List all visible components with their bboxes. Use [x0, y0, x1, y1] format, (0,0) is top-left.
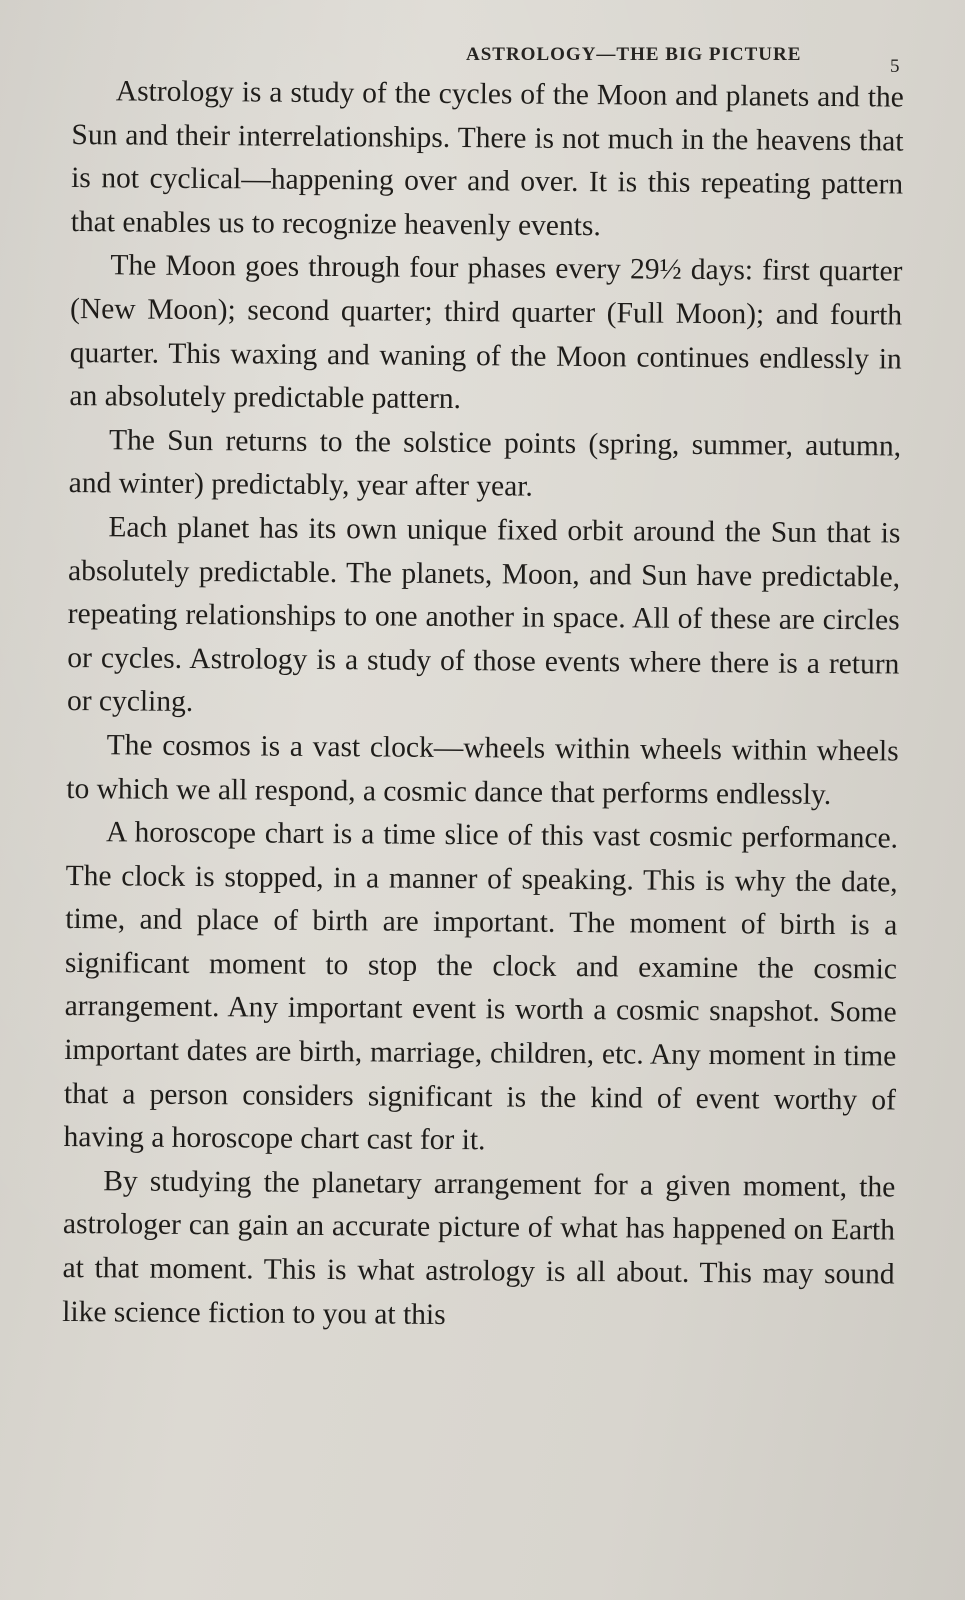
page-number: 5 [890, 56, 901, 77]
paragraph-sun-solstice: The Sun returns to the solstice points (spring, summer, autumn, and winter) predictably, year after year. [68, 424, 902, 503]
running-head: ASTROLOGY—THE BIG PICTURE [466, 44, 802, 65]
paragraph-astrology-cycles: Astrology is a study of the cycles of the Moon and planets and the Sun and their interrelationships. There is not much in the heavens that is not cyclical—happening over and over. It is this repeating pattern that enables us to recognize heavenly events. [70, 75, 904, 242]
paragraph-planet-orbits: Each planet has its own unique fixed orbit around the Sun that is absolutely predictable. The planets, Moon, and Sun have predictable, repeating relationships to one another in space. All of these are circles or cycles. Astrology is a study of those events where there is a return or cycling. [66, 511, 901, 719]
page-header [466, 44, 906, 77]
paragraph-moon-phases: The Moon goes through four phases every 29½ days: first quarter (New Moon); second quarter; third quarter (Full Moon); and fourth quarter. This waxing and waning of the Moon continues endlessly in an absolutely predictable pattern. [69, 249, 903, 416]
paragraph-horoscope-chart: A horoscope chart is a time slice of this vast cosmic performance. The clock is stopped, in a manner of speaking. This is why the date, time, and place of birth are important. The moment of birth is a significant moment to stop the clock and examine the cosmic arrangement. Any important event is worth a cosmic snapshot. Some important dates are birth, marriage, children, etc. Any moment in time that a person considers significant is the kind of event worthy of having a horoscope chart cast for it. [63, 816, 899, 1157]
paragraph-cosmic-clock: The cosmos is a vast clock—wheels within wheels within wheels to which we all respond, a cosmic dance that performs endlessly. [66, 729, 899, 811]
paragraph-planetary-arrangement: By studying the planetary arrangement for a given moment, the astrologer can gain an accurate picture of what has happened on Earth at that moment. This is what astrology is all about. This may sound like science fiction to you at this [62, 1165, 896, 1331]
body-text [62, 70, 904, 1341]
